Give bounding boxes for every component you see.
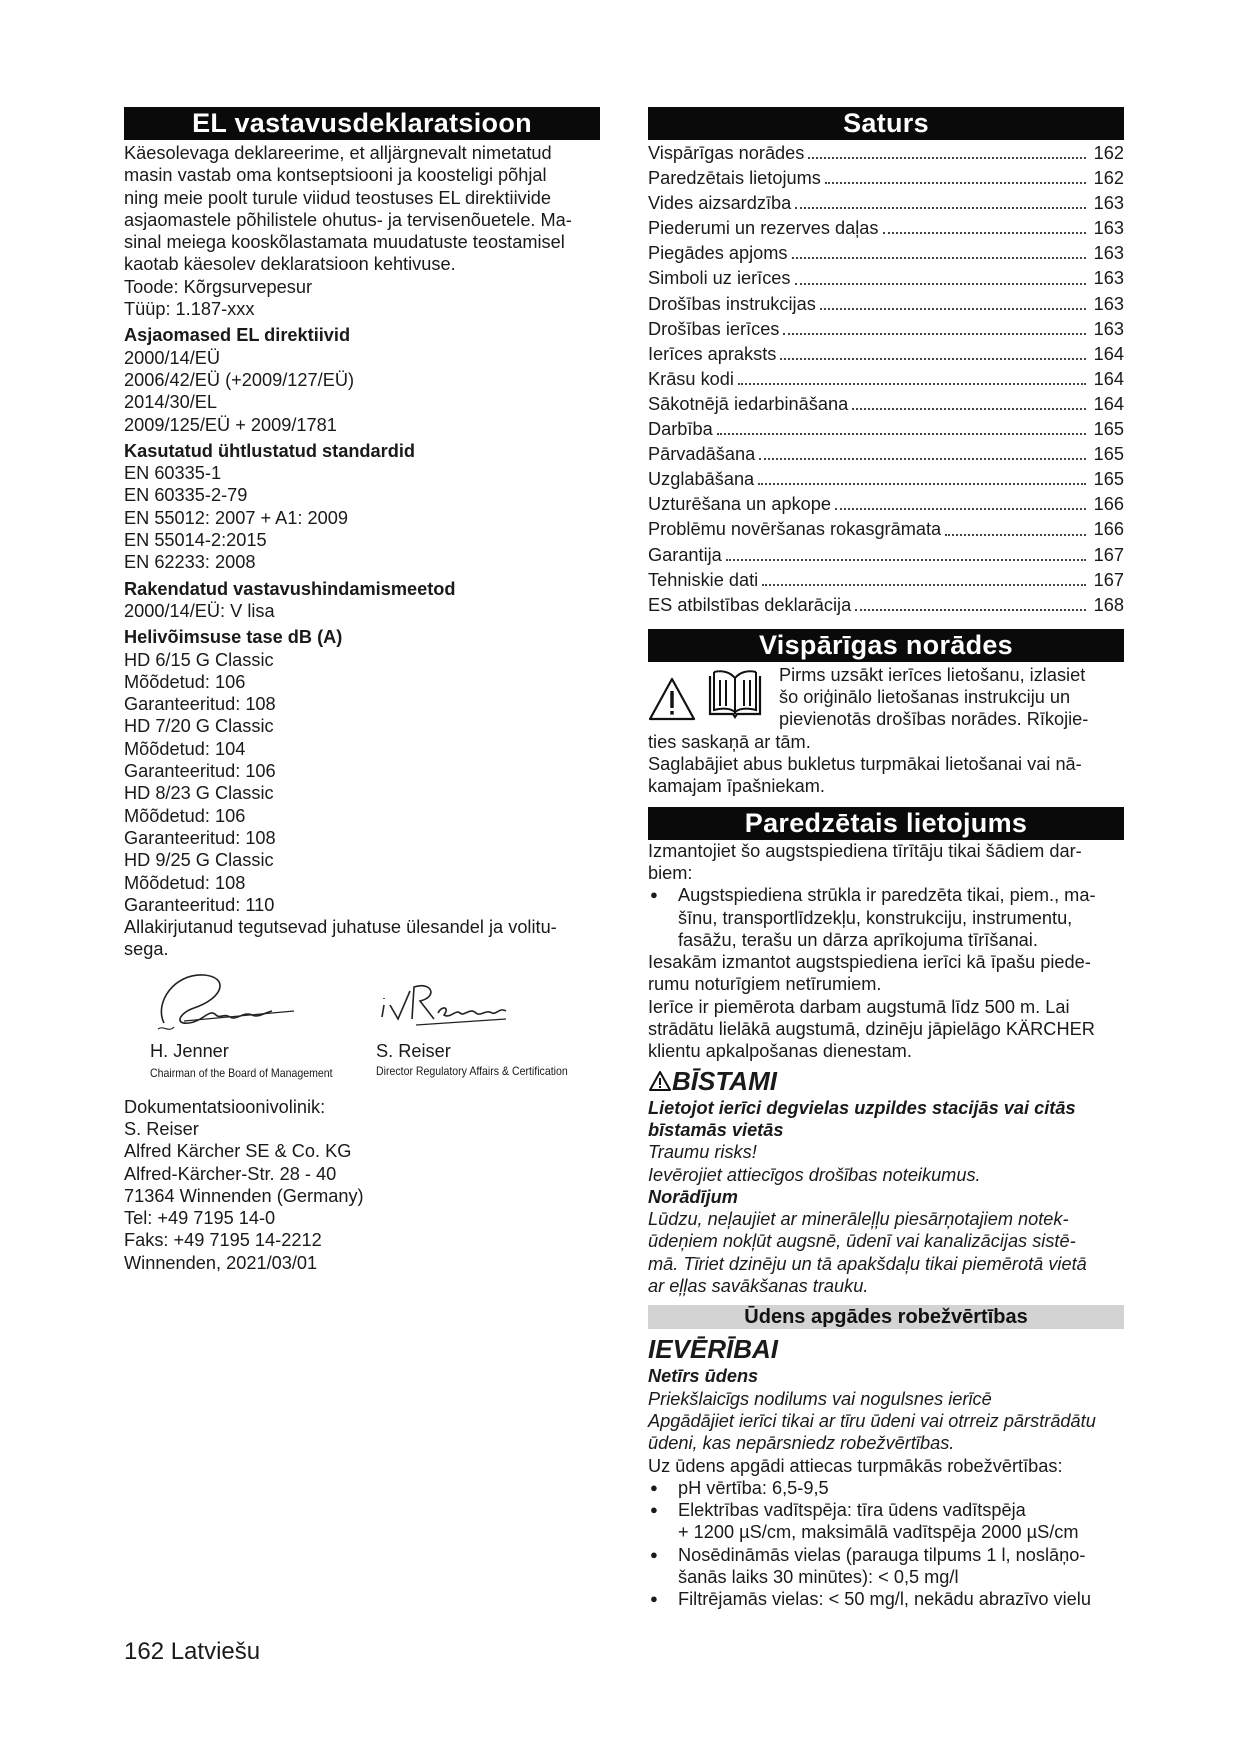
declaration-intro: Käesolevaga deklareerime, et alljärgnevalt nimetatud masin vastab oma kontseptsiooni ja koosteligi põhjal ning meie poolt turule viidud teostuses EL direktiivide asjaomastele põhilistele ohutus- ja tervisenõuetele. Ma- sinal meiega kooskõlastamata muudatuste teostamisel kaotab käesolev deklaratsioon kehtivuse. [124, 143, 572, 275]
right-column [648, 107, 1124, 1611]
toc-item[interactable]: Drošības ierīces 163 [648, 318, 1124, 339]
manual-book-icon [706, 668, 764, 720]
toc-item[interactable]: Paredzētais lietojums 162 [648, 168, 1124, 189]
toc-item[interactable]: Pārvadāšana 165 [648, 444, 1124, 465]
noise-heading: Helivõimsuse tase dB (A) [124, 627, 343, 648]
notice-block: Netīrs ūdens Priekšlaicīgs nodilums vai nogulsnes ierīcē Apgādājiet ierīci tikai ar tīru ūdeni vai otrreiz pārstrādātu ūdeni, kas nepārsniedz robežvērtības. [648, 1366, 1096, 1454]
signature-block [124, 975, 600, 1095]
water-limit-ph: ● pH vērtība: 6,5-9,5 [648, 1477, 1124, 1499]
general-notes-icon-block [648, 664, 1124, 731]
toc-item[interactable]: Piederumi un rezerves daļas 163 [648, 218, 1124, 239]
directives-heading: Asjaomased EL direktiivid [124, 325, 351, 346]
toc-item[interactable]: ES atbilstības deklarācija 168 [648, 594, 1124, 615]
directives-list: 2000/14/EÜ 2006/42/EÜ (+2009/127/EÜ) 2014/30/EL 2009/125/EÜ + 2009/1781 [124, 347, 355, 435]
signature-reiser-image [376, 969, 546, 1039]
toc-item[interactable]: Piegādes apjoms 163 [648, 243, 1124, 264]
left-column [124, 107, 600, 1274]
general-notes-rest: ties saskaņā ar tām. Saglabājiet abus bukletus turpmākai lietošanai vai nā- kamajam īpašniekam. [648, 731, 1082, 797]
signature-jenner-image [134, 963, 314, 1043]
signers-note: Allakirjutanud tegutsevad juhatuse ülesandel ja volitu- sega. [124, 917, 557, 960]
danger-label: BĪSTAMI [648, 1065, 1124, 1097]
standards-heading: Kasutatud ühtlustatud standardid [124, 440, 415, 461]
toc-item[interactable]: Uzturēšana un apkope 166 [648, 494, 1124, 515]
methods-item: 2000/14/EÜ: V lisa [124, 600, 275, 621]
toc-item[interactable]: Ierīces apraksts 164 [648, 343, 1124, 364]
documentation-contact: Dokumentatsioonivolinik: S. Reiser Alfred Kärcher SE & Co. KG Alfred-Kärcher-Str. 28 - 40 71364 Winnenden (Germany) Tel: +49 7195 14-0 Faks: +49 7195 14-2212 Winnenden, 2021/03/01 [124, 1096, 364, 1273]
intended-use-more: Iesakām izmantot augstspiediena ierīci kā īpašu piede- rumu noturīgiem netīrumiem. Ierīce ir piemērota darbam augstumā līdz 500 m. Lai strādātu lielākā augstumā, dzinēju jāpielāgo KÄRCHER klientu apkalpošanas dienestam. [648, 952, 1095, 1062]
noise-list: HD 6/15 G Classic Mõõdetud: 106 Garanteeritud: 108 HD 7/20 G Classic Mõõdetud: 104 Garanteeritud: 106 HD 8/23 G Classic Mõõdetud: 106 Garanteeritud: 108 HD 9/25 G Classic Mõõdetud: 108 Garanteeritud: 110 [124, 649, 276, 915]
toc-item[interactable]: Problēmu novēršanas rokasgrāmata 166 [648, 519, 1124, 540]
toc-item[interactable]: Darbība 165 [648, 419, 1124, 440]
intended-use-intro: Izmantojiet šo augstspiediena tīrītāju tikai šādiem dar- biem: [648, 840, 1082, 883]
toc-item[interactable]: Sākotnējā iedarbināšana 164 [648, 393, 1124, 414]
toc-item[interactable]: Garantija 167 [648, 544, 1124, 565]
toc-item[interactable]: Uzglabāšana 165 [648, 469, 1124, 490]
standards-list: EN 60335-1 EN 60335-2-79 EN 55012: 2007 + A1: 2009 EN 55014-2:2015 EN 62233: 2008 [124, 463, 348, 573]
signer-jenner-name: H. Jenner [150, 1040, 229, 1061]
contents-heading: Saturs [648, 107, 1124, 140]
product-line: Toode: Kõrgsurvepesur [124, 276, 313, 297]
water-limit-filterable: ● Filtrējamās vielas: < 50 mg/l, nekādu abrazīvo vielu [648, 1588, 1124, 1610]
methods-heading: Rakendatud vastavushindamismeetod [124, 578, 456, 599]
intended-use-bullet: ● Augstspiediena strūkla ir paredzēta tikai, piem., ma- šīnu, transportlīdzekļu, konstrukciju, instrumentu, fasāžu, terašu un dārza aprīkojuma tīrīšanai. [648, 884, 1124, 951]
signer-reiser-name: S. Reiser [376, 1040, 451, 1061]
intended-use-heading: Paredzētais lietojums [648, 807, 1124, 840]
toc-item[interactable]: Vispārīgas norādes 162 [648, 143, 1124, 163]
water-limit-sediments: ● Nosēdināmās vielas (parauga tilpums 1 l, noslāņo- šanās laiks 30 minūtes): < 0,5 mg/l [648, 1544, 1124, 1589]
general-notes-heading: Vispārīgas norādes [648, 629, 1124, 662]
water-limits-intro: Uz ūdens apgādi attiecas turpmākās robežvērtības: [648, 1455, 1063, 1476]
toc-item[interactable]: Simboli uz ierīces 163 [648, 268, 1124, 289]
danger-triangle-icon [648, 1070, 672, 1092]
eu-declaration-heading: EL vastavusdeklaratsioon [124, 107, 600, 140]
water-limit-conductivity: ● Elektrības vadītspēja: tīra ūdens vadītspēja + 1200 µS/cm, maksimālā vadītspēja 2000 µS/cm [648, 1499, 1124, 1544]
water-supply-heading: Ūdens apgādes robežvērtības [648, 1305, 1124, 1329]
danger-block: Lietojot ierīci degvielas uzpildes stacijās vai citās bīstamās vietās Traumu risks! Ievērojiet attiecīgos drošības noteikumus. Norādījum Lūdzu, neļaujiet ar minerāleļļu piesārņotajiem notek- ūdeņiem nokļūt augsnē, ūdenī vai kanalizācijas sistē- mā. Tīriet dzinēju un tā apakšdaļu tikai piemērotā vietā ar eļļas savākšanas trauku. [648, 1097, 1087, 1297]
signer-jenner-role: Chairman of the Board of Management [150, 1065, 333, 1080]
toc-item[interactable]: Krāsu kodi 164 [648, 368, 1124, 389]
signer-reiser-role: Director Regulatory Affairs & Certification [376, 1063, 568, 1078]
toc-item[interactable]: Drošības instrukcijas 163 [648, 293, 1124, 314]
page-footer: 162 Latviešu [124, 1638, 261, 1665]
toc-item[interactable]: Tehniskie dati 167 [648, 569, 1124, 590]
warning-triangle-icon [648, 676, 696, 722]
notice-label: IEVĒRĪBAI [648, 1334, 779, 1365]
general-notes-text: Pirms uzsākt ierīces lietošanu, izlasiet šo oriģinālo lietošanas instrukciju un pievienotās drošības norādes. Rīkojie- [779, 664, 1089, 730]
table-of-contents [648, 141, 1124, 618]
toc-item[interactable]: Vides aizsardzība 163 [648, 193, 1124, 214]
type-line: Tüüp: 1.187-xxx [124, 299, 255, 320]
